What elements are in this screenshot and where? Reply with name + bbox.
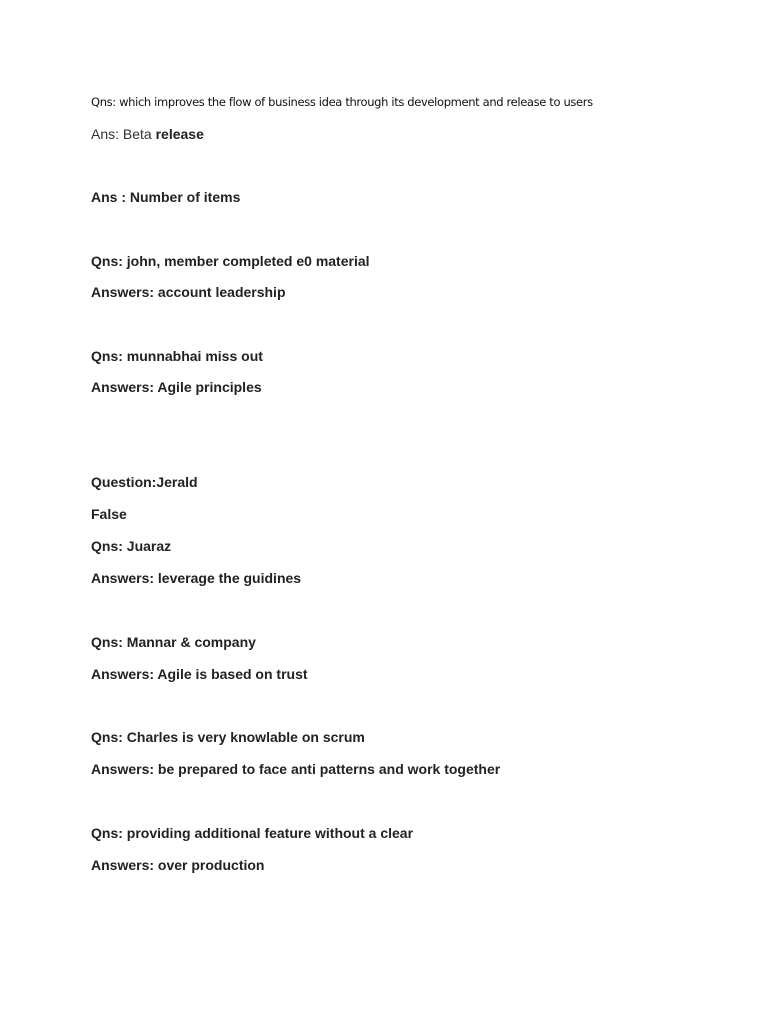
answer-line: Answers: leverage the guidines xyxy=(91,570,302,586)
answer-prefix: Ans: Beta xyxy=(91,126,152,142)
question-line: Qns: Juaraz xyxy=(91,538,172,554)
question-line: Qns: providing additional feature without a clear xyxy=(91,825,414,841)
question-line: Question:Jerald xyxy=(91,474,198,490)
answer-line: Answers: account leadership xyxy=(91,284,286,300)
question-line: Qns: Charles is very knowlable on scrum xyxy=(91,729,365,745)
answer-line: Answers: be prepared to face anti patterns and work together xyxy=(91,761,501,777)
answer-line: Answers: Agile is based on trust xyxy=(91,666,308,682)
question-line: Qns: munnabhai miss out xyxy=(91,348,263,364)
answer-line: Answers: Agile principles xyxy=(91,379,262,395)
question-line: Qns: Mannar & company xyxy=(91,634,256,650)
answer-line: Answers: over production xyxy=(91,857,265,873)
question-line: Qns: which improves the flow of business idea through its development and release to users xyxy=(91,95,593,109)
answer-line: False xyxy=(91,506,127,522)
answer-line: Ans : Number of items xyxy=(91,189,241,205)
question-line: Qns: john, member completed e0 material xyxy=(91,253,370,269)
answer-emphasis: release xyxy=(155,126,204,142)
answer-line xyxy=(91,125,204,143)
